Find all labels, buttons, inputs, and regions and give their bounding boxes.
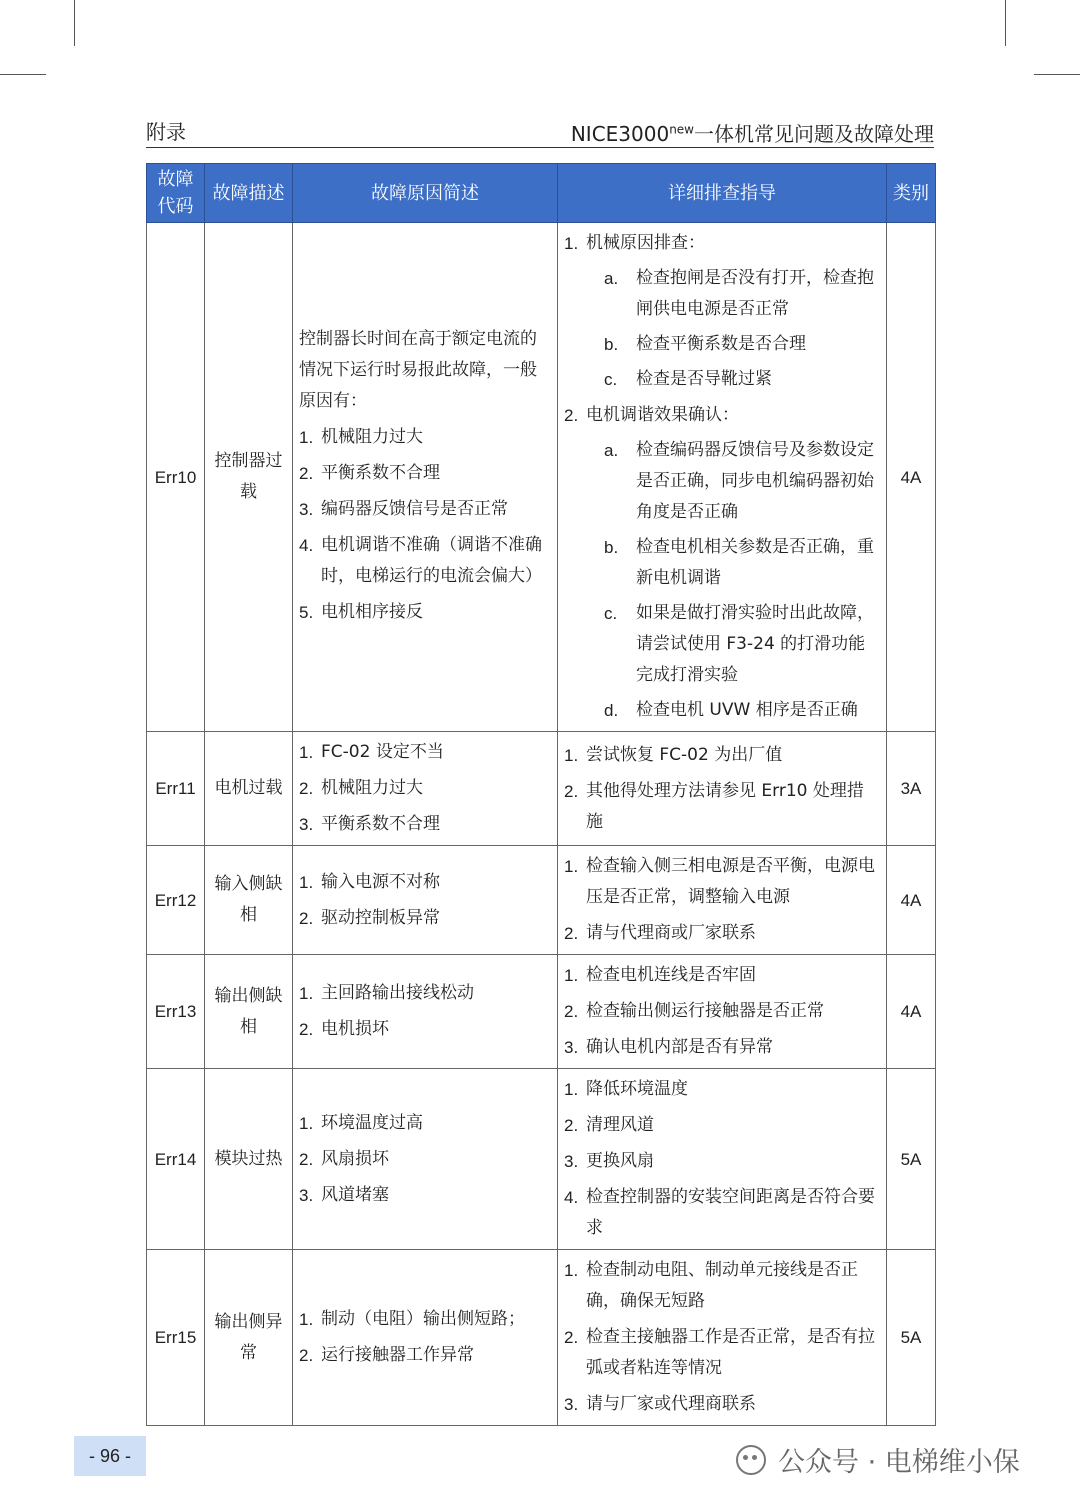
cause-item-list bbox=[299, 867, 551, 934]
col-header-desc: 故障描述 bbox=[205, 164, 293, 223]
sub-item bbox=[586, 364, 880, 395]
item-text: 风道堵塞 bbox=[321, 1184, 389, 1205]
fault-cause bbox=[293, 732, 558, 846]
item-text: 请与厂家或代理商联系 bbox=[586, 1394, 756, 1414]
fault-guide bbox=[558, 955, 887, 1069]
item-text: 风扇损坏 bbox=[321, 1148, 389, 1169]
table-row bbox=[147, 1069, 936, 1250]
guide-item-list bbox=[564, 851, 880, 949]
item-number: b. bbox=[604, 538, 619, 557]
guide-item-list bbox=[564, 228, 880, 726]
item-number: 3. bbox=[564, 1038, 579, 1057]
item-text: 请与代理商或厂家联系 bbox=[586, 923, 756, 943]
item-text: 检查抱闸是否没有打开，检查抱闸供电电源是否正常 bbox=[636, 268, 874, 319]
guide-item bbox=[564, 1255, 880, 1317]
cause-item bbox=[299, 458, 551, 489]
col-header-code: 故障代码 bbox=[147, 164, 205, 223]
cause-item bbox=[299, 1108, 551, 1139]
item-text: 检查电机相关参数是否正确，重新电机调谐 bbox=[636, 537, 874, 588]
item-number: 2. bbox=[564, 1002, 579, 1021]
sub-item bbox=[586, 263, 880, 325]
item-text: 平衡系数不合理 bbox=[321, 462, 440, 483]
item-number: 2. bbox=[564, 1116, 579, 1135]
item-number: 2. bbox=[299, 1020, 314, 1039]
guide-item bbox=[564, 1074, 880, 1105]
fault-cause bbox=[293, 223, 558, 732]
cause-item bbox=[299, 597, 551, 628]
fault-code: Err14 bbox=[147, 1069, 205, 1250]
item-text: 主回路输出接线松动 bbox=[321, 983, 474, 1003]
sub-item-list bbox=[586, 263, 880, 395]
fault-desc: 输出侧异常 bbox=[205, 1250, 293, 1426]
item-number: 1. bbox=[299, 1113, 314, 1133]
fault-cause bbox=[293, 955, 558, 1069]
cause-item-list bbox=[299, 978, 551, 1045]
crop-mark bbox=[1034, 74, 1080, 75]
item-number: 1. bbox=[564, 745, 579, 765]
guide-item bbox=[564, 1146, 880, 1177]
fault-desc: 模块过热 bbox=[205, 1069, 293, 1250]
header-rule bbox=[146, 147, 934, 148]
item-number: 3. bbox=[299, 815, 314, 834]
item-text: 电机相序接反 bbox=[321, 601, 423, 622]
crop-mark bbox=[0, 74, 46, 75]
item-text: 电机调谐效果确认： bbox=[586, 405, 739, 425]
item-text: 尝试恢复 FC-02 为出厂值 bbox=[586, 744, 783, 765]
item-number: c. bbox=[604, 604, 618, 623]
fault-desc: 输入侧缺相 bbox=[205, 846, 293, 955]
guide-item bbox=[564, 851, 880, 913]
item-text: 检查主接触器工作是否正常，是否有拉弧或者粘连等情况 bbox=[586, 1327, 875, 1378]
item-text: 其他得处理方法请参见 Err10 处理措施 bbox=[586, 780, 864, 832]
item-text: 降低环境温度 bbox=[586, 1079, 688, 1099]
cause-item bbox=[299, 1304, 551, 1335]
table-row bbox=[147, 846, 936, 955]
fault-guide bbox=[558, 732, 887, 846]
table-row bbox=[147, 223, 936, 732]
fault-code: Err12 bbox=[147, 846, 205, 955]
cause-item-list bbox=[299, 737, 551, 840]
item-text: 输入电源不对称 bbox=[321, 871, 440, 892]
sub-item-list bbox=[586, 435, 880, 726]
item-number: 4. bbox=[299, 535, 314, 555]
fault-code: Err13 bbox=[147, 955, 205, 1069]
guide-item bbox=[564, 740, 880, 771]
fault-category: 4A bbox=[887, 846, 936, 955]
cause-item bbox=[299, 1144, 551, 1175]
fault-desc: 控制器过载 bbox=[205, 223, 293, 732]
cause-item bbox=[299, 422, 551, 453]
fault-table bbox=[146, 163, 936, 1426]
item-number: a. bbox=[604, 269, 619, 288]
item-text: 机械阻力过大 bbox=[321, 426, 423, 447]
cause-item bbox=[299, 903, 551, 934]
sub-item bbox=[586, 435, 880, 528]
fault-cause bbox=[293, 846, 558, 955]
col-header-guide: 详细排查指导 bbox=[558, 164, 887, 223]
item-number: 2. bbox=[564, 924, 579, 943]
guide-item bbox=[564, 1110, 880, 1141]
item-number: c. bbox=[604, 370, 618, 389]
watermark bbox=[736, 1440, 1020, 1479]
item-text: 确认电机内部是否有异常 bbox=[586, 1037, 773, 1057]
item-number: 1. bbox=[299, 427, 314, 447]
item-text: 电机损坏 bbox=[321, 1019, 389, 1039]
sub-item bbox=[586, 532, 880, 594]
item-number: 1. bbox=[299, 984, 314, 1003]
item-text: 检查输入侧三相电源是否平衡，电源电压是否正常，调整输入电源 bbox=[586, 856, 875, 907]
table-header-row bbox=[147, 164, 936, 223]
item-number: b. bbox=[604, 335, 619, 354]
sub-item bbox=[586, 329, 880, 360]
item-text: 更换风扇 bbox=[586, 1151, 654, 1171]
section-title: 附录 bbox=[146, 120, 186, 144]
guide-item bbox=[564, 996, 880, 1027]
guide-item bbox=[564, 960, 880, 991]
item-text: 环境温度过高 bbox=[321, 1112, 423, 1133]
cause-intro: 控制器长时间在高于额定电流的情况下运行时易报此故障，一般原因有： bbox=[299, 328, 537, 411]
fault-desc: 输出侧缺相 bbox=[205, 955, 293, 1069]
guide-item bbox=[564, 1389, 880, 1420]
item-text: 编码器反馈信号是否正常 bbox=[321, 498, 508, 519]
item-number: 1. bbox=[564, 234, 579, 253]
item-number: 2. bbox=[564, 781, 579, 801]
cause-item-list bbox=[299, 1108, 551, 1211]
watermark-text: 公众号 · 电梯维小保 bbox=[778, 1447, 1020, 1478]
item-number: 2. bbox=[299, 1346, 314, 1365]
item-number: 1. bbox=[564, 1080, 579, 1099]
crop-mark bbox=[1005, 0, 1006, 46]
item-text: 运行接触器工作异常 bbox=[321, 1345, 474, 1365]
item-number: 1. bbox=[564, 857, 579, 876]
item-text: 机械原因排查： bbox=[586, 233, 705, 253]
item-text: 电机调谐不准确（调谐不准确时，电梯运行的电流会偏大） bbox=[321, 534, 542, 586]
wechat-icon bbox=[736, 1445, 766, 1475]
item-text: 检查制动电阻、制动单元接线是否正确，确保无短路 bbox=[586, 1260, 858, 1311]
item-number: 3. bbox=[564, 1152, 579, 1171]
item-number: 1. bbox=[299, 743, 314, 762]
item-text: 驱动控制板异常 bbox=[321, 907, 440, 928]
item-text: 检查平衡系数是否合理 bbox=[636, 334, 806, 354]
guide-item bbox=[564, 228, 880, 395]
item-number: 2. bbox=[564, 406, 579, 425]
item-number: 4. bbox=[564, 1188, 579, 1207]
document-title-suffix: 一体机常见问题及故障处理 bbox=[694, 122, 934, 146]
cause-item bbox=[299, 530, 551, 592]
item-number: a. bbox=[604, 441, 619, 460]
fault-category: 3A bbox=[887, 732, 936, 846]
document-title-sup: new bbox=[669, 122, 694, 137]
col-header-category: 类别 bbox=[887, 164, 936, 223]
fault-code: Err15 bbox=[147, 1250, 205, 1426]
guide-item bbox=[564, 400, 880, 726]
item-number: 2. bbox=[299, 779, 314, 798]
guide-item bbox=[564, 1032, 880, 1063]
table-row bbox=[147, 955, 936, 1069]
crop-mark bbox=[74, 0, 75, 46]
fault-category: 5A bbox=[887, 1069, 936, 1250]
guide-item-list bbox=[564, 1074, 880, 1244]
item-number: 1. bbox=[564, 1261, 579, 1280]
fault-category: 5A bbox=[887, 1250, 936, 1426]
cause-item bbox=[299, 773, 551, 804]
item-number: 2. bbox=[564, 1328, 579, 1347]
table-row bbox=[147, 1250, 936, 1426]
cause-item bbox=[299, 494, 551, 525]
item-number: 3. bbox=[299, 1185, 314, 1205]
item-text: FC-02 设定不当 bbox=[321, 742, 444, 762]
fault-code: Err11 bbox=[147, 732, 205, 846]
item-text: 如果是做打滑实验时出此故障，请尝试使用 F3-24 的打滑功能完成打滑实验 bbox=[636, 603, 874, 685]
item-number: 2. bbox=[299, 1149, 314, 1169]
item-text: 平衡系数不合理 bbox=[321, 814, 440, 834]
item-number: d. bbox=[604, 701, 619, 720]
item-number: 2. bbox=[299, 908, 314, 928]
cause-item-list bbox=[299, 422, 551, 628]
guide-item-list bbox=[564, 1255, 880, 1420]
item-text: 清理风道 bbox=[586, 1115, 654, 1135]
document-title-prefix: NICE3000 bbox=[570, 122, 670, 146]
item-number: 1. bbox=[299, 872, 314, 892]
fault-guide bbox=[558, 1250, 887, 1426]
fault-guide bbox=[558, 846, 887, 955]
fault-guide bbox=[558, 1069, 887, 1250]
fault-guide bbox=[558, 223, 887, 732]
fault-category: 4A bbox=[887, 223, 936, 732]
item-text: 检查输出侧运行接触器是否正常 bbox=[586, 1001, 824, 1021]
document-title bbox=[571, 118, 934, 147]
cause-item bbox=[299, 1014, 551, 1045]
guide-item-list bbox=[564, 960, 880, 1063]
guide-item bbox=[564, 1182, 880, 1244]
cause-item bbox=[299, 1180, 551, 1211]
item-number: 5. bbox=[299, 602, 314, 622]
item-text: 检查电机 UVW 相序是否正确 bbox=[636, 700, 858, 720]
item-text: 检查电机连线是否牢固 bbox=[586, 965, 756, 985]
guide-item bbox=[564, 776, 880, 838]
item-number: 3. bbox=[299, 499, 314, 519]
item-number: 2. bbox=[299, 463, 314, 483]
fault-cause bbox=[293, 1069, 558, 1250]
sub-item bbox=[586, 598, 880, 691]
sub-item bbox=[586, 695, 880, 726]
cause-item-list bbox=[299, 1304, 551, 1371]
guide-item bbox=[564, 1322, 880, 1384]
cause-item bbox=[299, 737, 551, 768]
item-number: 3. bbox=[564, 1395, 579, 1414]
fault-code: Err10 bbox=[147, 223, 205, 732]
cause-item bbox=[299, 978, 551, 1009]
guide-item-list bbox=[564, 740, 880, 838]
fault-cause bbox=[293, 1250, 558, 1426]
item-number: 1. bbox=[299, 1310, 314, 1329]
item-text: 制动（电阻）输出侧短路； bbox=[321, 1309, 525, 1329]
item-number: 1. bbox=[564, 966, 579, 985]
item-text: 检查编码器反馈信号及参数设定是否正确，同步电机编码器初始角度是否正确 bbox=[636, 440, 874, 522]
fault-desc: 电机过载 bbox=[205, 732, 293, 846]
guide-item bbox=[564, 918, 880, 949]
table-row bbox=[147, 732, 936, 846]
item-text: 检查是否导靴过紧 bbox=[636, 369, 772, 389]
cause-item bbox=[299, 809, 551, 840]
col-header-cause: 故障原因简述 bbox=[293, 164, 558, 223]
item-text: 检查控制器的安装空间距离是否符合要求 bbox=[586, 1187, 875, 1238]
item-text: 机械阻力过大 bbox=[321, 778, 423, 798]
cause-item bbox=[299, 1340, 551, 1371]
fault-category: 4A bbox=[887, 955, 936, 1069]
cause-item bbox=[299, 867, 551, 898]
page-number: - 96 - bbox=[74, 1436, 146, 1476]
